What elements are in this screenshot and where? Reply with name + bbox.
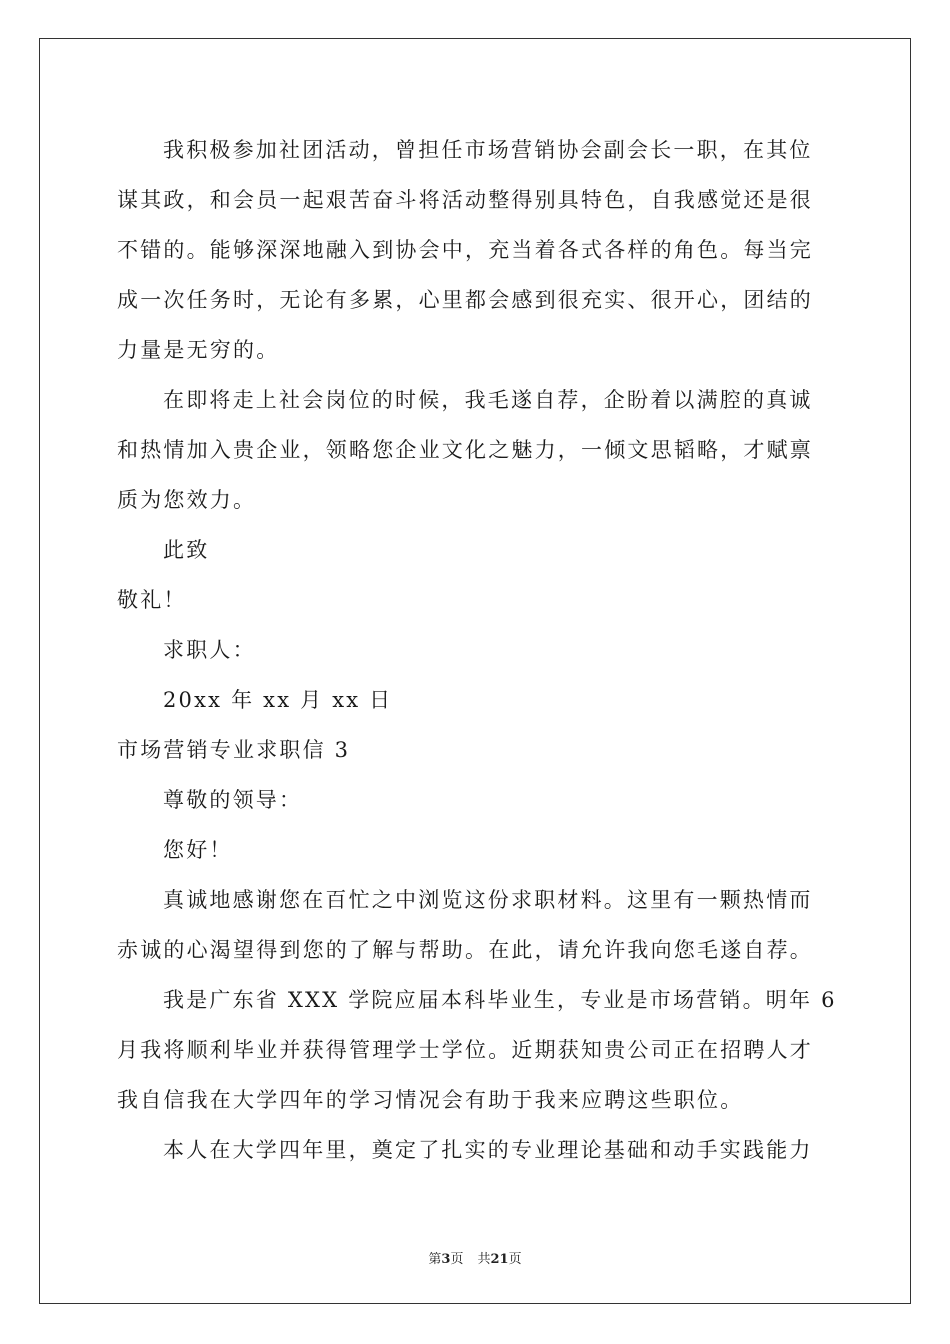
page-total: 21	[490, 1252, 509, 1267]
text-line: 在即将走上社会岗位的时候，我毛遂自荐，企盼着以满腔的真诚	[163, 388, 813, 412]
page-suffix: 页	[450, 1252, 464, 1267]
text-line: 谋其政，和会员一起艰苦奋斗将活动整得别具特色，自我感觉还是很	[117, 188, 813, 212]
total-prefix: 共	[477, 1252, 491, 1267]
text-line: 敬礼！	[117, 588, 187, 612]
text-line: 质为您效力。	[117, 488, 257, 512]
text-line: 我是广东省 XXX 学院应届本科毕业生，专业是市场营销。明年 6	[163, 988, 837, 1012]
text-line: 20xx 年 xx 月 xx 日	[163, 688, 393, 712]
text-line: 和热情加入贵企业，领略您企业文化之魅力，一倾文思韬略，才赋禀	[117, 438, 813, 462]
text-line: 本人在大学四年里，奠定了扎实的专业理论基础和动手实践能力	[163, 1138, 813, 1162]
total-suffix: 页	[508, 1252, 522, 1267]
text-line: 我自信我在大学四年的学习情况会有助于我来应聘这些职位。	[117, 1088, 744, 1112]
text-line: 您好！	[163, 838, 233, 862]
page-prefix: 第	[428, 1252, 442, 1267]
page-current: 3	[441, 1252, 451, 1267]
text-line: 求职人：	[163, 638, 256, 662]
text-line: 此致	[163, 538, 210, 562]
page-footer	[0, 1248, 950, 1267]
text-line: 赤诚的心渴望得到您的了解与帮助。在此，请允许我向您毛遂自荐。	[117, 938, 813, 962]
text-line: 成一次任务时，无论有多累，心里都会感到很充实、很开心，团结的	[117, 288, 813, 312]
text-line: 尊敬的领导：	[163, 788, 303, 812]
text-line: 我积极参加社团活动，曾担任市场营销协会副会长一职，在其位	[163, 138, 813, 162]
text-line: 月我将顺利毕业并获得管理学士学位。近期获知贵公司正在招聘人才	[117, 1038, 813, 1062]
text-line: 真诚地感谢您在百忙之中浏览这份求职材料。这里有一颗热情而	[163, 888, 813, 912]
text-line: 不错的。能够深深地融入到协会中，充当着各式各样的角色。每当完	[117, 238, 813, 262]
document-body	[117, 125, 837, 1175]
text-line: 市场营销专业求职信 3	[117, 738, 351, 762]
text-line: 力量是无穷的。	[117, 338, 280, 362]
